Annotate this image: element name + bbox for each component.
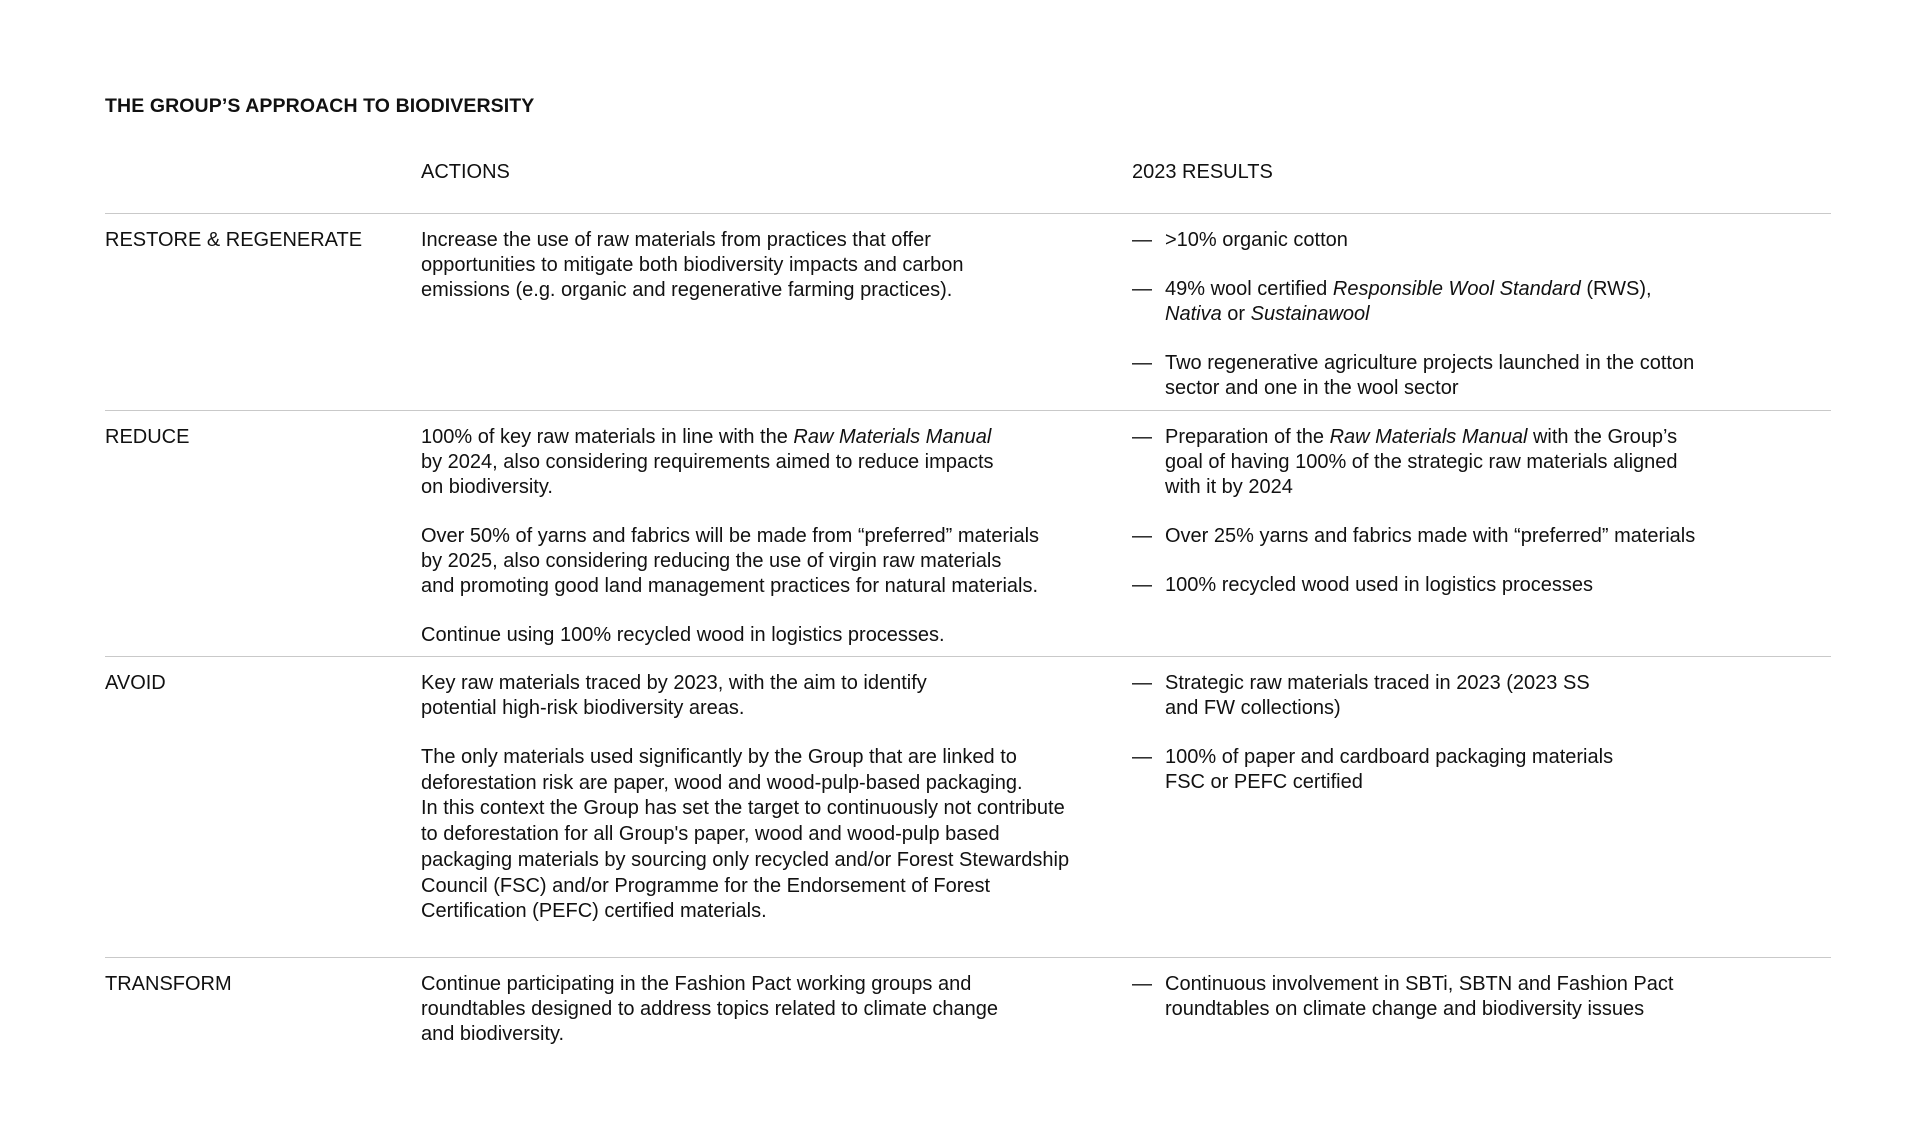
result-text: Continuous involvement in SBTi, SBTN and Fashion Pact roundtables on climate change and biodiversity issues — [1165, 973, 1674, 1020]
action-text: Increase the use of raw materials from practices that offer opportunities to mitigate both biodiversity impacts and carbon emissions (e.g. organic and regenerative farming practices). — [421, 229, 964, 301]
actions-cell — [421, 228, 1121, 327]
dash-bullet: — — [1132, 746, 1152, 768]
result-text: 100% recycled wood used in logistics processes — [1165, 574, 1593, 596]
result-item — [1132, 425, 1772, 500]
dash-bullet: — — [1132, 574, 1152, 596]
action-text: Continue participating in the Fashion Pact working groups and roundtables designed to address topics related to climate change and biodiversity. — [421, 973, 999, 1045]
row-divider — [105, 656, 1831, 657]
row-label: REDUCE — [105, 426, 190, 448]
result-text: 49% wool certified Responsible Wool Standard (RWS), Nativa or Sustainawool — [1165, 278, 1652, 325]
row-divider — [105, 957, 1831, 958]
results-cell — [1132, 671, 1772, 819]
actions-column-header: ACTIONS — [421, 161, 510, 183]
actions-cell — [421, 425, 1121, 672]
result-item — [1132, 351, 1772, 401]
results-cell — [1132, 972, 1772, 1046]
result-text: >10% organic cotton — [1165, 229, 1348, 251]
results-cell — [1132, 425, 1772, 622]
action-text: The only materials used significantly by the Group that are linked to deforestation risk are paper, wood and wood-pulp-based packaging. In this context the Group has set the target to continuously not contribute to deforestation for all Group's paper, wood and wood-pulp based packaging materials by sourcing only recycled and/or Forest Stewardship Council (FSC) and/or Programme for the Endorsement of Forest Certification (PEFC) certified materials. — [421, 746, 1070, 923]
dash-bullet: — — [1132, 672, 1152, 694]
result-text: Preparation of the Raw Materials Manual with the Group’s goal of having 100% of the strategic raw materials aligned with it by 2024 — [1165, 426, 1678, 498]
result-text: Two regenerative agriculture projects launched in the cotton sector and one in the wool sector — [1165, 352, 1695, 399]
dash-bullet: — — [1132, 229, 1152, 251]
results-cell — [1132, 228, 1772, 425]
results-column-header: 2023 RESULTS — [1132, 161, 1273, 183]
result-text: 100% of paper and cardboard packaging materials FSC or PEFC certified — [1165, 746, 1614, 793]
result-item — [1132, 972, 1772, 1022]
actions-cell — [421, 671, 1121, 949]
result-item — [1132, 277, 1772, 327]
result-item — [1132, 524, 1772, 549]
row-divider — [105, 410, 1831, 411]
result-text: Over 25% yarns and fabrics made with “preferred” materials — [1165, 525, 1696, 547]
action-text: Continue using 100% recycled wood in logistics processes. — [421, 624, 945, 646]
result-text: Strategic raw materials traced in 2023 (2023 SS and FW collections) — [1165, 672, 1590, 719]
actions-cell — [421, 972, 1121, 1071]
row-label: RESTORE & REGENERATE — [105, 229, 363, 251]
result-item — [1132, 228, 1772, 253]
page-title: THE GROUP’S APPROACH TO BIODIVERSITY — [105, 95, 535, 117]
result-item — [1132, 573, 1772, 598]
dash-bullet: — — [1132, 525, 1152, 547]
dash-bullet: — — [1132, 973, 1152, 995]
row-label: AVOID — [105, 672, 166, 694]
action-text: 100% of key raw materials in line with the Raw Materials Manual by 2024, also considering requirements aimed to reduce impacts on biodiversity. — [421, 426, 994, 498]
dash-bullet: — — [1132, 426, 1152, 448]
action-text: Over 50% of yarns and fabrics will be made from “preferred” materials by 2025, also considering reducing the use of virgin raw materials and promoting good land management practices for natural materials. — [421, 525, 1040, 597]
header-divider — [105, 213, 1831, 214]
dash-bullet: — — [1132, 278, 1152, 300]
row-label: TRANSFORM — [105, 973, 232, 995]
result-item — [1132, 745, 1772, 795]
result-item — [1132, 671, 1772, 721]
dash-bullet: — — [1132, 352, 1152, 374]
action-text: Key raw materials traced by 2023, with the aim to identify potential high-risk biodiversity areas. — [421, 672, 927, 719]
